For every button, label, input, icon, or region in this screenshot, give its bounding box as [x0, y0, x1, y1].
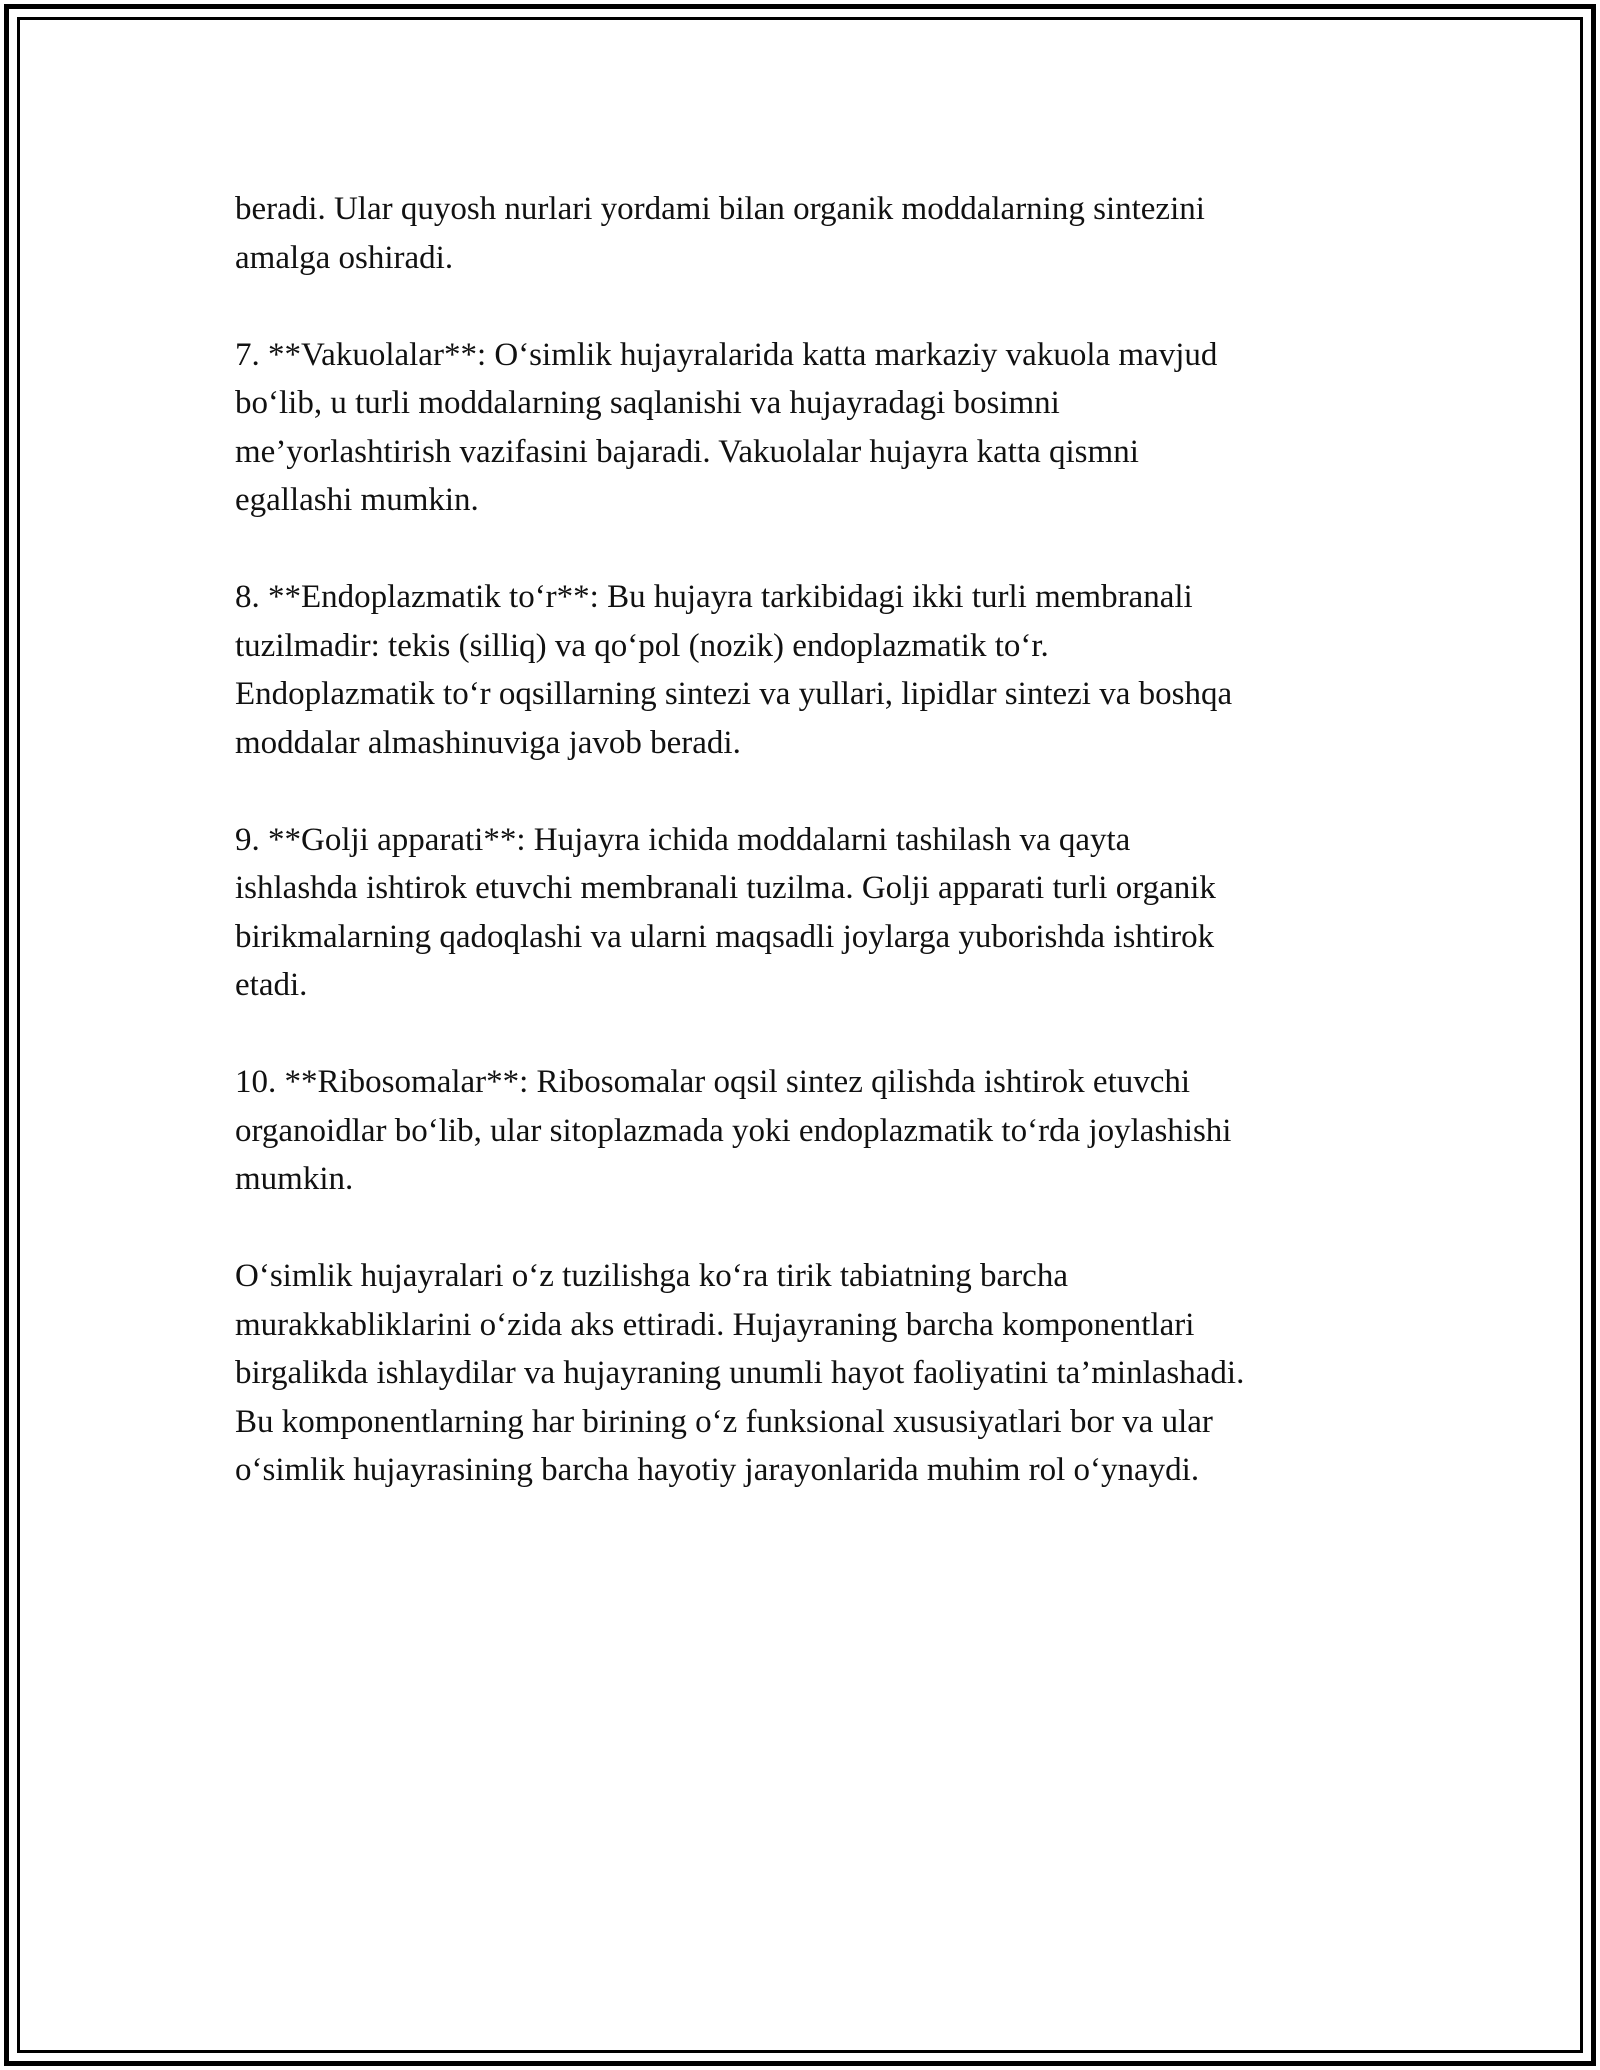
text-line: moddalar almashinuviga javob beradi. [235, 724, 741, 761]
text-line: beradi. Ular quyosh nurlari yordami bilan organik moddalarning sintezini [235, 191, 1205, 227]
text-line: o‘simlik hujayrasining barcha hayotiy jarayonlarida muhim rol o‘ynaydi. [235, 1452, 1200, 1488]
text-line: mumkin. [235, 1161, 354, 1197]
text-line: 7. **Vakuolalar**: O‘simlik hujayralarida katta markaziy vakuola mavjud [235, 336, 1218, 373]
text-line: 8. **Endoplazmatik to‘r**: Bu hujayra tarkibidagi ikki turli membranali [235, 579, 1193, 615]
paragraph-chloroplast-end [235, 185, 1365, 282]
paragraph-golji-apparati [235, 816, 1365, 1010]
text-line: me’yorlashtirish vazifasini bajaradi. Vakuolalar hujayra katta qismni [235, 433, 1139, 470]
text-line: organoidlar bo‘lib, ular sitoplazmada yoki endoplazmatik to‘rda joylashishi [235, 1112, 1232, 1149]
text-line: O‘simlik hujayralari o‘z tuzilishga ko‘ra tirik tabiatning barcha [235, 1258, 1068, 1294]
text-line: bo‘lib, u turli moddalarning saqlanishi va hujayradagi bosimni [235, 385, 1060, 421]
text-line: Endoplazmatik to‘r oqsillarning sintezi va yullari, lipidlar sintezi va boshqa [235, 676, 1233, 712]
text-line: amalga oshiradi. [235, 239, 454, 276]
paragraph-ribosomalar [235, 1058, 1365, 1204]
text-line: birgalikda ishlaydilar va hujayraning unumli hayot faoliyatini ta’minlashadi. [235, 1355, 1245, 1391]
text-line: tuzilmadir: tekis (silliq) va qo‘pol (nozik) endoplazmatik to‘r. [235, 627, 1049, 664]
text-line: 10. **Ribosomalar**: Ribosomalar oqsil sintez qilishda ishtirok etuvchi [235, 1064, 1191, 1100]
text-line: etadi. [235, 967, 308, 1003]
text-line: Bu komponentlarning har birining o‘z funksional xususiyatlari bor va ular [235, 1403, 1213, 1440]
text-line: 9. **Golji apparati**: Hujayra ichida moddalarni tashilash va qayta [235, 821, 1131, 858]
text-line: birikmalarning qadoqlashi va ularni maqsadli joylarga yuborishda ishtirok [235, 918, 1215, 955]
text-line: murakkabliklarini o‘zida aks ettiradi. Hujayraning barcha komponentlari [235, 1306, 1195, 1343]
paragraph-vakuolalar [235, 331, 1365, 525]
text-line: ishlashda ishtirok etuvchi membranali tuzilma. Golji apparati turli organik [235, 870, 1216, 906]
document-body [235, 185, 1365, 1543]
paragraph-endoplazmatik-tor [235, 573, 1365, 767]
paragraph-conclusion [235, 1252, 1365, 1495]
text-line: egallashi mumkin. [235, 482, 479, 518]
